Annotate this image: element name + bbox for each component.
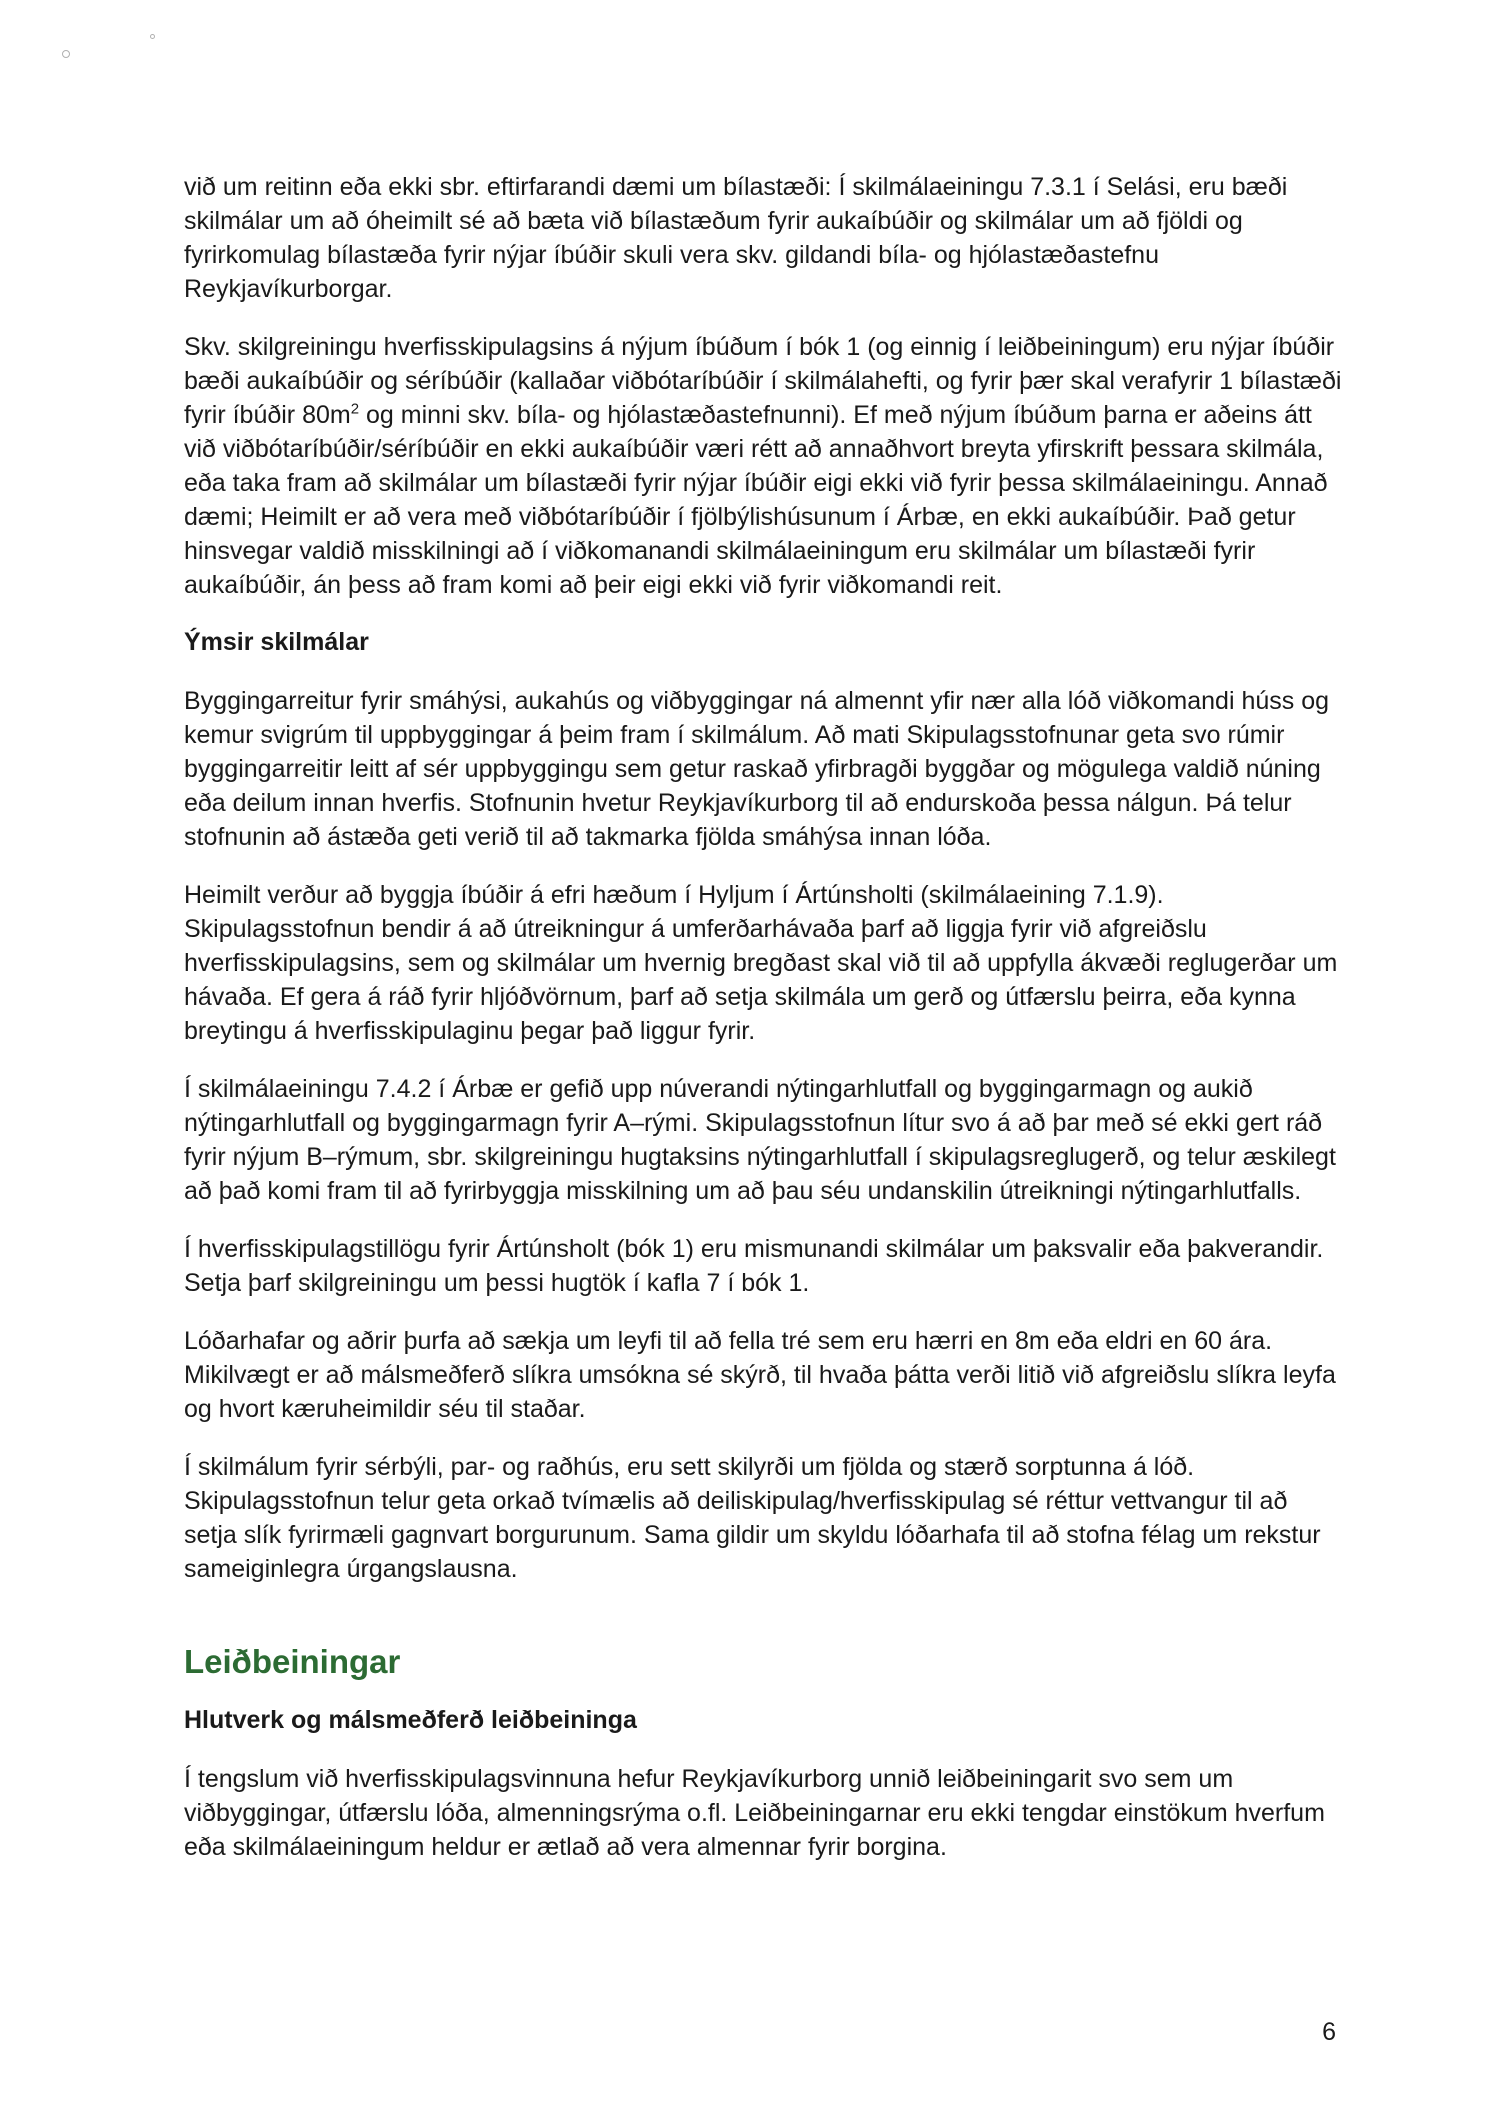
scan-artifact-dot [150,34,155,39]
document-body [184,170,1344,1888]
paragraph-parking-example: við um reitinn eða ekki sbr. eftirfarandi dæmi um bílastæði: Í skilmálaeiningu 7.3.1 í Selási, eru bæði skilmálar um að óheimilt sé að bæta við bílastæðum fyrir aukaíbúðir og skilmálar um að fjöldi og fyrirkomulag bílastæða fyrir nýjar íbúðir skuli vera skv. gildandi bíla- og hjólastæðastefnu Reykjavíkurborgar. [184,173,1288,303]
paragraph-floor-area-ratio: Í skilmálaeiningu 7.4.2 í Árbæ er gefið upp núverandi nýtingarhlutfall og byggingarmagn og aukið nýtingarhlutfall og byggingarmagn fyrir A–rými. Skipulagsstofnun lítur svo á að þar með sé ekki gert ráð fyrir nýjum B–rýmum, sbr. skilgreiningu hugtaksins nýtingarhlutfall í skipulagsreglugerð, og telur æskilegt að það komi fram til að fyrirbyggja misskilning um að þau séu undanskilin útreikningi nýtingarhlutfalls. [184,1075,1336,1205]
paragraph-roof-terraces: Í hverfisskipulagstillögu fyrir Ártúnsholt (bók 1) eru mismunandi skilmálar um þaksvalir eða þakverandir. Setja þarf skilgreiningu um þessi hugtök í kafla 7 í bók 1. [184,1235,1324,1297]
paragraph-text-part: og minni skv. bíla- og hjólastæðastefnunni). Ef með nýjum íbúðum þarna er aðeins átt við viðbótaríbúðir/séríbúðir en ekki aukaíbúðir væri rétt að annaðhvort breyta yfirskrift þessara skilmála, eða taka fram að skilmálar um bílastæði fyrir nýjar íbúðir eigi ekki við fyrir þessa skilmálaeiningu. Annað dæmi; Heimilt er að vera með viðbótaríbúðir í fjölbýlishúsunum í Árbæ, en ekki aukaíbúðir. Það getur hinsvegar valdið misskilningi að í viðkomanandi skilmálaeiningum eru skilmálar um bílastæði fyrir aukaíbúðir, án þess að fram komi að þeir eigi ekki við fyrir viðkomandi reit. [184,401,1328,599]
subheading-ymsir-skilmalar: Ýmsir skilmálar [184,628,369,656]
page-number: 6 [1322,2018,1336,2046]
paragraph-tree-felling: Lóðarhafar og aðrir þurfa að sækja um leyfi til að fella tré sem eru hærri en 8m eða eldri en 60 ára. Mikilvægt er að málsmeðferð slíkra umsókna sé skýrð, til hvaða þátta verði litið við afgreiðslu slíkra leyfa og hvort kæruheimildir séu til staðar. [184,1327,1336,1423]
scan-artifact-dot [62,50,70,58]
paragraph-noise: Heimilt verður að byggja íbúðir á efri hæðum í Hyljum í Ártúnsholti (skilmálaeining 7.1.9). Skipulagsstofnun bendir á að útreikningur á umferðarhávaða þarf að liggja fyrir við afgreiðslu hverfisskipulagsins, sem og skilmálar um hvernig bregðast skal við til að uppfylla ákvæði reglugerðar um hávaða. Ef gera á ráð fyrir hljóðvörnum, þarf að setja skilmála um gerð og útfærslu þeirra, eða kynna breytingu á hverfisskipulaginu þegar það liggur fyrir. [184,881,1338,1045]
paragraph-guidelines: Í tengslum við hverfisskipulagsvinnuna hefur Reykjavíkurborg unnið leiðbeiningarit svo sem um viðbyggingar, útfærslu lóða, almenningsrýma o.fl. Leiðbeiningarnar eru ekki tengdar einstökum hverfum eða skilmálaeiningum heldur er ætlað að vera almennar fyrir borgina. [184,1765,1325,1861]
paragraph-definition-new-apartments [184,330,1344,602]
section-heading-leidbeiningar: Leiðbeiningar [184,1643,401,1680]
subheading-hlutverk: Hlutverk og málsmeðferð leiðbeininga [184,1706,637,1734]
paragraph-waste-bins: Í skilmálum fyrir sérbýli, par- og raðhús, eru sett skilyrði um fjölda og stærð sorptunna á lóð. Skipulagsstofnun telur geta orkað tvímælis að deiliskipulag/hverfisskipulag sé réttur vettvangur til að setja slík fyrirmæli gagnvart borgurunum. Sama gildir um skyldu lóðarhafa til að stofna félag um rekstur sameiginlegra úrgangslausna. [184,1453,1321,1583]
paragraph-text-part: Skv. skilgreiningu hverfisskipulagsins á nýjum íbúðum í bók 1 (og einnig í leiðbeiningum) eru nýjar íbúðir bæði aukaíbúðir og séríbúðir (kallaðar viðbótaríbúðir í skilmálahefti, og fyrir þær skal verafyrir 1 bílastæði fyrir íbúðir 80m [184,333,1342,429]
paragraph-building-plots: Byggingarreitur fyrir smáhýsi, aukahús og viðbyggingar ná almennt yfir nær alla lóð viðkomandi húss og kemur svigrúm til uppbyggingar á þeim fram í skilmálum. Að mati Skipulagsstofnunar geta svo rúmir byggingarreitir leitt af sér uppbyggingu sem getur raskað yfirbragði byggðar og mögulega valdið núning eða deilum innan hverfis. Stofnunin hvetur Reykjavíkurborg til að endurskoða þessa nálgun. Þá telur stofnunin að ástæða geti verið til að takmarka fjölda smáhýsa innan lóða. [184,687,1330,851]
superscript: 2 [350,400,360,418]
